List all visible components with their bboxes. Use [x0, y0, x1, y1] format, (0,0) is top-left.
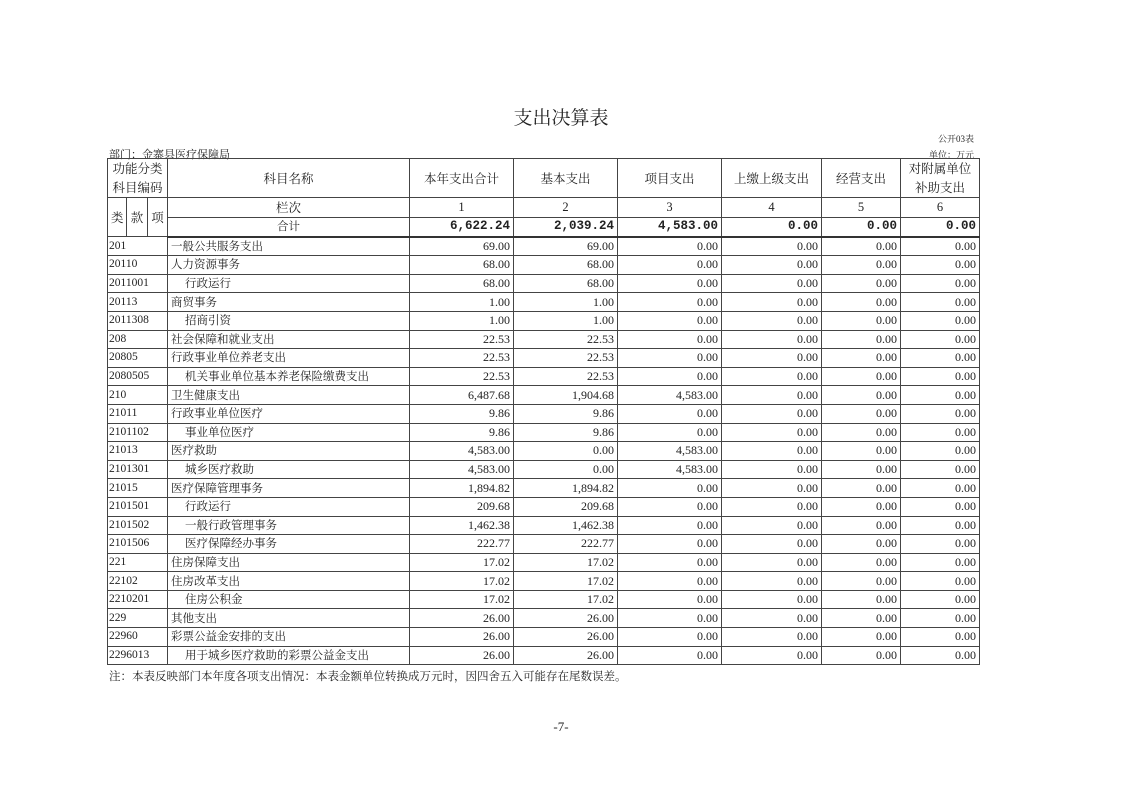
amount-cell: 0.00 [822, 330, 901, 349]
amount-cell: 0.00 [901, 497, 980, 516]
amount-cell: 68.00 [514, 256, 618, 275]
amount-cell: 0.00 [901, 349, 980, 368]
amount-cell: 0.00 [722, 274, 822, 293]
func-class-line1: 功能分类 [112, 161, 163, 176]
table-row [108, 609, 980, 628]
subject-name-cell [168, 256, 410, 275]
subject-name-cell [168, 479, 410, 498]
subject-name-cell [168, 646, 410, 665]
amount-cell: 0.00 [901, 423, 980, 442]
subject-code: 2296013 [108, 646, 168, 665]
amount-cell: 0.00 [618, 330, 722, 349]
amount-cell: 0.00 [901, 330, 980, 349]
amount-cell: 22.53 [514, 367, 618, 386]
subject-name: 行政运行 [185, 499, 232, 514]
amount-cell: 22.53 [514, 349, 618, 368]
table-row [108, 497, 980, 516]
amount-cell: 17.02 [410, 553, 514, 572]
table-row [108, 460, 980, 479]
subject-code: 21013 [108, 442, 168, 461]
amount-cell: 0.00 [722, 590, 822, 609]
amount-cell: 0.00 [901, 386, 980, 405]
table-row [108, 367, 980, 386]
amount-cell: 26.00 [410, 646, 514, 665]
amount-cell: 0.00 [618, 516, 722, 535]
amount-cell: 222.77 [410, 535, 514, 554]
lanci-label: 栏次 [168, 198, 410, 218]
amount-cell: 0.00 [722, 330, 822, 349]
amount-cell: 0.00 [618, 293, 722, 312]
col-number: 6 [901, 198, 980, 218]
subject-name: 住房公积金 [185, 592, 243, 607]
amount-cell: 26.00 [514, 609, 618, 628]
amount-cell: 0.00 [618, 274, 722, 293]
table-row [108, 423, 980, 442]
page-number: -7- [553, 719, 569, 734]
total-cell: 4,583.00 [618, 218, 722, 237]
amount-cell: 209.68 [514, 497, 618, 516]
subject-code: 221 [108, 553, 168, 572]
amount-cell: 26.00 [410, 628, 514, 647]
kuan-header: 款 [127, 198, 148, 237]
amount-cell: 26.00 [410, 609, 514, 628]
subsidy-line2: 补助支出 [915, 180, 966, 195]
amount-cell: 1,904.68 [514, 386, 618, 405]
table-row [108, 293, 980, 312]
subject-name: 行政运行 [185, 276, 232, 291]
subject-name-cell [168, 442, 410, 461]
table-row [108, 386, 980, 405]
amount-cell: 0.00 [822, 497, 901, 516]
table-row [108, 237, 980, 256]
amount-cell: 1.00 [514, 311, 618, 330]
amount-cell: 0.00 [901, 404, 980, 423]
amount-cell: 0.00 [618, 572, 722, 591]
amount-cell: 0.00 [901, 628, 980, 647]
subject-name-cell [168, 572, 410, 591]
subject-code: 2101102 [108, 423, 168, 442]
amount-cell: 6,487.68 [410, 386, 514, 405]
subject-name-cell [168, 330, 410, 349]
subject-name-cell [168, 535, 410, 554]
amount-cell: 0.00 [822, 516, 901, 535]
subject-code: 2101502 [108, 516, 168, 535]
table-row [108, 479, 980, 498]
amount-cell: 1.00 [410, 311, 514, 330]
table-row [108, 330, 980, 349]
amount-cell: 0.00 [618, 609, 722, 628]
subject-name: 医疗保障管理事务 [171, 480, 264, 495]
table-row [108, 628, 980, 647]
project-header: 项目支出 [618, 159, 722, 198]
table-row [108, 646, 980, 665]
amount-cell: 0.00 [722, 497, 822, 516]
amount-cell: 22.53 [410, 367, 514, 386]
amount-cell: 0.00 [618, 256, 722, 275]
total-cell: 0.00 [901, 218, 980, 237]
subject-name-cell [168, 386, 410, 405]
subject-code: 229 [108, 609, 168, 628]
subject-name: 行政事业单位养老支出 [171, 350, 287, 365]
amount-cell: 0.00 [822, 479, 901, 498]
amount-cell: 1,462.38 [410, 516, 514, 535]
subject-name: 用于城乡医疗救助的彩票公益金支出 [185, 647, 370, 662]
subject-name-cell [168, 367, 410, 386]
amount-cell: 0.00 [722, 535, 822, 554]
subject-name: 其他支出 [171, 610, 218, 625]
subject-name-cell [168, 553, 410, 572]
amount-cell: 26.00 [514, 646, 618, 665]
subject-name: 医疗保障经办事务 [185, 536, 278, 551]
subject-name: 卫生健康支出 [171, 387, 241, 402]
subject-code: 2101501 [108, 497, 168, 516]
amount-cell: 0.00 [722, 460, 822, 479]
subject-name-cell [168, 609, 410, 628]
subject-name: 一般行政管理事务 [185, 517, 278, 532]
amount-cell: 0.00 [514, 460, 618, 479]
subject-name: 社会保障和就业支出 [171, 331, 275, 346]
subject-code: 2011001 [108, 274, 168, 293]
amount-cell: 9.86 [514, 423, 618, 442]
amount-cell: 1.00 [410, 293, 514, 312]
subject-name-cell [168, 497, 410, 516]
unit-label: 单位：万元 [928, 151, 974, 161]
amount-cell: 0.00 [901, 516, 980, 535]
lei-header: 类 [108, 198, 127, 237]
table-row [108, 516, 980, 535]
amount-cell: 0.00 [618, 628, 722, 647]
form-number: 公开03表 [937, 134, 974, 144]
amount-cell: 9.86 [410, 404, 514, 423]
subject-name-cell [168, 237, 410, 256]
amount-cell: 0.00 [618, 553, 722, 572]
amount-cell: 0.00 [722, 256, 822, 275]
subject-name-cell [168, 404, 410, 423]
amount-cell: 0.00 [618, 590, 722, 609]
subject-name-cell [168, 274, 410, 293]
amount-cell: 68.00 [514, 274, 618, 293]
table-row [108, 553, 980, 572]
col-number: 5 [822, 198, 901, 218]
amount-cell: 68.00 [410, 274, 514, 293]
amount-cell: 0.00 [822, 367, 901, 386]
subject-name-cell [168, 311, 410, 330]
amount-cell: 0.00 [822, 237, 901, 256]
subject-code: 2011308 [108, 311, 168, 330]
amount-cell: 0.00 [618, 646, 722, 665]
amount-cell: 1,894.82 [514, 479, 618, 498]
amount-cell: 0.00 [901, 311, 980, 330]
amount-cell: 0.00 [722, 311, 822, 330]
col-number: 3 [618, 198, 722, 218]
subject-code: 2210201 [108, 590, 168, 609]
amount-cell: 4,583.00 [618, 442, 722, 461]
amount-cell: 0.00 [722, 553, 822, 572]
subsidy-header [901, 159, 980, 198]
amount-cell: 0.00 [822, 553, 901, 572]
subject-code: 22102 [108, 572, 168, 591]
amount-cell: 0.00 [901, 535, 980, 554]
subject-name-cell [168, 628, 410, 647]
subject-code: 210 [108, 386, 168, 405]
amount-cell: 0.00 [901, 460, 980, 479]
amount-cell: 0.00 [822, 386, 901, 405]
amount-cell: 22.53 [410, 330, 514, 349]
amount-cell: 0.00 [514, 442, 618, 461]
business-header: 经营支出 [822, 159, 901, 198]
amount-cell: 68.00 [410, 256, 514, 275]
amount-cell: 0.00 [822, 442, 901, 461]
lanci-row [108, 198, 980, 218]
subject-name-cell [168, 293, 410, 312]
col-number: 4 [722, 198, 822, 218]
amount-cell: 1,462.38 [514, 516, 618, 535]
amount-cell: 17.02 [410, 572, 514, 591]
amount-cell: 0.00 [722, 628, 822, 647]
total-row [108, 218, 980, 237]
amount-cell: 0.00 [618, 535, 722, 554]
amount-cell: 0.00 [822, 293, 901, 312]
upper-header: 上缴上级支出 [722, 159, 822, 198]
col-number: 2 [514, 198, 618, 218]
amount-cell: 22.53 [514, 330, 618, 349]
amount-cell: 0.00 [822, 535, 901, 554]
amount-cell: 9.86 [410, 423, 514, 442]
table-row [108, 535, 980, 554]
amount-cell: 0.00 [722, 572, 822, 591]
amount-cell: 0.00 [722, 386, 822, 405]
amount-cell: 0.00 [618, 479, 722, 498]
amount-cell: 0.00 [722, 293, 822, 312]
subject-code: 21011 [108, 404, 168, 423]
amount-cell: 0.00 [822, 590, 901, 609]
amount-cell: 0.00 [822, 572, 901, 591]
page-title: 支出决算表 [513, 107, 609, 129]
amount-cell: 0.00 [901, 442, 980, 461]
amount-cell: 69.00 [410, 237, 514, 256]
amount-cell: 0.00 [618, 311, 722, 330]
total-cell: 0.00 [822, 218, 901, 237]
subject-code: 2101301 [108, 460, 168, 479]
col-number: 1 [410, 198, 514, 218]
header-row [108, 159, 980, 198]
amount-cell: 0.00 [901, 479, 980, 498]
amount-cell: 0.00 [618, 367, 722, 386]
table-row [108, 311, 980, 330]
subject-name: 事业单位医疗 [185, 424, 255, 439]
table-row [108, 590, 980, 609]
amount-cell: 0.00 [901, 237, 980, 256]
table-row [108, 274, 980, 293]
amount-cell: 209.68 [410, 497, 514, 516]
subject-name: 住房保障支出 [171, 554, 241, 569]
func-class-header [108, 159, 168, 198]
amount-cell: 17.02 [410, 590, 514, 609]
amount-cell: 0.00 [722, 349, 822, 368]
subject-name: 行政事业单位医疗 [171, 406, 264, 421]
amount-cell: 4,583.00 [618, 386, 722, 405]
amount-cell: 26.00 [514, 628, 618, 647]
amount-cell: 0.00 [722, 442, 822, 461]
total-cell: 0.00 [722, 218, 822, 237]
subject-code: 20113 [108, 293, 168, 312]
amount-cell: 0.00 [822, 423, 901, 442]
subject-code: 2101506 [108, 535, 168, 554]
amount-cell: 0.00 [618, 349, 722, 368]
amount-cell: 0.00 [618, 237, 722, 256]
amount-cell: 0.00 [901, 274, 980, 293]
total-cell: 2,039.24 [514, 218, 618, 237]
amount-cell: 0.00 [822, 609, 901, 628]
xiang-header: 项 [148, 198, 168, 237]
amount-cell: 22.53 [410, 349, 514, 368]
amount-cell: 4,583.00 [410, 460, 514, 479]
subsidy-line1: 对附属单位 [908, 161, 972, 176]
subject-name: 人力资源事务 [171, 257, 241, 272]
amount-cell: 0.00 [901, 293, 980, 312]
amount-cell: 17.02 [514, 572, 618, 591]
amount-cell: 0.00 [822, 349, 901, 368]
total-label: 合计 [168, 218, 410, 237]
subject-name: 医疗救助 [171, 443, 218, 458]
subject-name-cell [168, 349, 410, 368]
amount-cell: 0.00 [901, 590, 980, 609]
amount-cell: 222.77 [514, 535, 618, 554]
subject-name: 招商引资 [185, 313, 232, 328]
amount-cell: 0.00 [901, 256, 980, 275]
amount-cell: 17.02 [514, 553, 618, 572]
amount-cell: 0.00 [722, 646, 822, 665]
amount-cell: 0.00 [822, 628, 901, 647]
table-row [108, 442, 980, 461]
amount-cell: 0.00 [722, 516, 822, 535]
subject-name: 商贸事务 [171, 294, 218, 309]
subject-code: 2080505 [108, 367, 168, 386]
subject-name-header: 科目名称 [168, 159, 410, 198]
amount-cell: 0.00 [722, 237, 822, 256]
amount-cell: 0.00 [722, 479, 822, 498]
subject-name-cell [168, 590, 410, 609]
amount-cell: 0.00 [722, 423, 822, 442]
amount-cell: 1,894.82 [410, 479, 514, 498]
subject-code: 208 [108, 330, 168, 349]
subject-code: 22960 [108, 628, 168, 647]
subject-name: 机关事业单位基本养老保险缴费支出 [185, 369, 370, 384]
amount-cell: 0.00 [618, 497, 722, 516]
subject-name: 一般公共服务支出 [171, 238, 264, 253]
subject-name-cell [168, 516, 410, 535]
amount-cell: 0.00 [901, 609, 980, 628]
amount-cell: 0.00 [901, 553, 980, 572]
subject-code: 201 [108, 237, 168, 256]
amount-cell: 0.00 [822, 460, 901, 479]
amount-cell: 9.86 [514, 404, 618, 423]
amount-cell: 4,583.00 [410, 442, 514, 461]
table-row [108, 349, 980, 368]
amount-cell: 0.00 [901, 572, 980, 591]
expenditure-table [107, 158, 980, 665]
amount-cell: 0.00 [901, 646, 980, 665]
amount-cell: 17.02 [514, 590, 618, 609]
subject-name: 城乡医疗救助 [185, 462, 255, 477]
amount-cell: 1.00 [514, 293, 618, 312]
subject-code: 20110 [108, 256, 168, 275]
subject-code: 20805 [108, 349, 168, 368]
total-header: 本年支出合计 [410, 159, 514, 198]
func-class-line2: 科目编码 [112, 180, 163, 195]
subject-name-cell [168, 423, 410, 442]
amount-cell: 0.00 [618, 423, 722, 442]
table-row [108, 404, 980, 423]
amount-cell: 69.00 [514, 237, 618, 256]
table-row [108, 572, 980, 591]
subject-name: 住房改革支出 [171, 573, 241, 588]
amount-cell: 0.00 [822, 311, 901, 330]
basic-header: 基本支出 [514, 159, 618, 198]
amount-cell: 0.00 [822, 646, 901, 665]
amount-cell: 0.00 [822, 274, 901, 293]
amount-cell: 4,583.00 [618, 460, 722, 479]
amount-cell: 0.00 [822, 256, 901, 275]
subject-name: 彩票公益金安排的支出 [171, 629, 287, 644]
table-row [108, 256, 980, 275]
total-cell: 6,622.24 [410, 218, 514, 237]
subject-code: 21015 [108, 479, 168, 498]
subject-name-cell [168, 460, 410, 479]
amount-cell: 0.00 [722, 609, 822, 628]
department-label: 部门：金寨县医疗保障局 [109, 148, 230, 161]
amount-cell: 0.00 [722, 367, 822, 386]
amount-cell: 0.00 [822, 404, 901, 423]
amount-cell: 0.00 [618, 404, 722, 423]
amount-cell: 0.00 [901, 367, 980, 386]
footnote: 注：本表反映部门本年度各项支出情况：本表金额单位转换成万元时，因四舍五入可能存在尾数误差。 [109, 669, 627, 683]
amount-cell: 0.00 [722, 404, 822, 423]
